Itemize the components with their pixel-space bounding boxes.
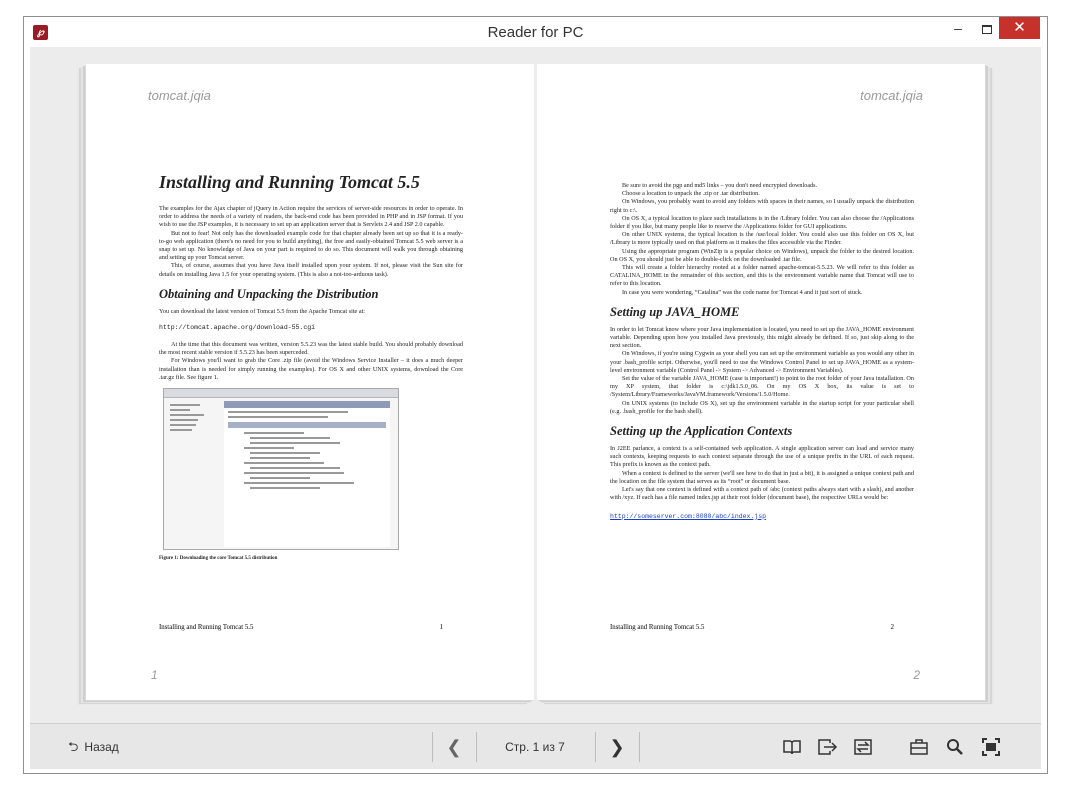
chevron-left-icon: ❮	[446, 737, 462, 757]
toolbox-icon[interactable]	[908, 736, 930, 758]
paragraph: Using the appropriate program (WinZip is a popular choice on Windows), unpack the folder to the desired location. On OS X, you should just be able to double-click on the downloaded .tar file.	[610, 247, 914, 263]
document-content	[159, 172, 463, 561]
figure-browser-bar	[164, 389, 398, 398]
paragraph: This, of course, assumes that you have Java itself installed upon your system. If not, please visit the Sun site for details on installing Java 1.5 for your operating system. (This is also a not-too-arduous task).	[159, 262, 463, 278]
paragraph: In order to let Tomcat know where your Java implementation is located, you need to set up the JAVA_HOME environment variable. Depending upon how you installed Java previously, this might already be defined. If so, just skip along to the next section.	[610, 325, 914, 350]
code-url: http://tomcat.apache.org/download-55.cgi	[159, 324, 316, 332]
minimize-button[interactable]: –	[954, 20, 962, 36]
chevron-right-icon: ❯	[609, 737, 625, 757]
paragraph: For Windows you'll want to grab the Core .zip file (avoid the Windows Service Installer – it does a much deeper installation than is needed for simply running the examples). For OS X and other UNIX systems, download the Core .tar.gz file. See figure 1.	[159, 357, 463, 381]
figure-screenshot	[163, 388, 399, 550]
convert-icon[interactable]	[852, 736, 874, 758]
paragraph: Let's say that one context is defined with a context path of /abc (context paths always start with a slash), and another with /xyz. If each has a file named index.jsp at their root folder (document base), the respective URLs would be:	[610, 486, 914, 502]
section-heading: Setting up JAVA_HOME	[610, 304, 740, 319]
paragraph: Set the value of the variable JAVA_HOME (case is important!) to point to the root folder of your Java installation. On my XP system, that folder is c:\jdk1.5.0_06. On my OS X box, its value is set to /System/Library/Frameworks/JavaVM.framework/Versions/1.5.0/Home.	[610, 375, 914, 399]
window-title: Reader for PC	[487, 24, 584, 41]
paragraph: The examples for the Ajax chapter of jQuery in Action require the services of server-side resources in order to operate. In order to address the needs of a variety of readers, the back-end code has been provided in PHP and in JSP format. If you wish to use the JSP examples, it is necessary to set up an application server that is Servlets 2.4 and JSP 2.0 capable.	[159, 205, 463, 229]
section-heading: Setting up the Application Contexts	[610, 424, 793, 439]
paragraph: At the time that this document was written, version 5.5.23 was the latest stable build. You should probably download the most recent stable version if 5.5.23 has been superceded.	[159, 341, 463, 357]
next-page-button[interactable]	[603, 724, 631, 770]
page-footer	[610, 624, 914, 631]
paragraph: On UNIX systems (to include OS X), set up the environment variable in the startup script for your particular shell (e.g. .bash_profile for the bash shell).	[610, 399, 914, 415]
paragraph: In J2EE parlance, a context is a self-contained web application. A single application server can load and service many such contexts, keeping requests to each context separate through the use of a unique prefix in the URL of each request. This prefix is known as the context path.	[610, 445, 914, 469]
page-footer	[159, 624, 463, 631]
page-indicator: Стр. 1 из 7	[505, 740, 565, 754]
document-link[interactable]: http://someserver.com:8080/abc/index.jsp	[610, 512, 767, 520]
page-number: 1	[151, 668, 158, 682]
fullscreen-icon[interactable]	[980, 736, 1002, 758]
figure-caption: Figure 1: Downloading the core Tomcat 5.5 distribution	[159, 556, 278, 562]
paragraph: You can download the latest version of Tomcat 5.5 from the Apache Tomcat site at:	[159, 307, 366, 315]
footer-page-number: 1	[439, 624, 443, 631]
maximize-icon	[982, 25, 992, 34]
app-logo-icon: ℘	[33, 25, 48, 40]
paragraph: On other UNIX systems, the typical location is the /usr/local folder. You could also use this folder on OS X, but /Library is more typically used on that platform as it makes the files accessible via the Finder.	[610, 231, 914, 247]
figure-sidebar	[166, 401, 222, 547]
divider	[639, 732, 640, 762]
prev-page-button[interactable]	[440, 724, 468, 770]
close-button[interactable]: ✕	[999, 17, 1040, 39]
divider	[476, 732, 477, 762]
paragraph: In case you were wondering, “Catalina” was the code name for Tomcat 4 and it just sort of stuck.	[622, 288, 863, 296]
paragraph: On Windows, you probably want to avoid any folders with spaces in their names, so I usually unpack the distribution right to c:\.	[610, 198, 914, 214]
book-icon[interactable]	[781, 736, 803, 758]
back-label: Назад	[84, 740, 119, 754]
divider	[432, 732, 433, 762]
title-bar	[24, 17, 1047, 47]
paragraph: Be sure to avoid the pgp and md5 links – you don't need encrypted downloads.	[622, 182, 818, 189]
document-title: Installing and Running Tomcat 5.5	[159, 172, 420, 192]
paragraph: This will create a folder hierarchy rooted at a folder named apache-tomcat-5.5.23. We will refer to this folder as CATALINA_HOME in the remainder of this section, and this is the environment variable name that Tomcat will use to refer to this location.	[610, 264, 914, 288]
page-header: tomcat.jqia	[860, 88, 923, 103]
page-header: tomcat.jqia	[148, 88, 211, 103]
footer-title: Installing and Running Tomcat 5.5	[159, 624, 254, 631]
app-window	[23, 16, 1048, 774]
figure-main	[224, 401, 390, 547]
export-icon[interactable]	[816, 736, 838, 758]
left-page[interactable]	[86, 64, 534, 700]
paragraph: But not to fear! Not only has the downloaded example code for that chapter already been set up so that it is a ready-to-go web application (there's no need for you to build anything), the free and easily-obtained Tomcat 5.5 web server is a snap to set up. No knowledge of Java on your part is required to do so. This document will walk you through obtaining and setting up your Tomcat server.	[159, 229, 463, 262]
back-button[interactable]	[68, 724, 148, 770]
page-number: 2	[913, 668, 920, 682]
section-heading: Obtaining and Unpacking the Distribution	[159, 286, 379, 301]
bottom-toolbar	[30, 723, 1041, 769]
right-page[interactable]	[537, 64, 985, 700]
footer-title: Installing and Running Tomcat 5.5	[610, 624, 705, 631]
back-arrow-icon: ⮌	[68, 739, 79, 754]
paragraph: Choose a location to unpack the .zip or .tar distribution.	[622, 190, 760, 198]
paragraph: When a context is defined to the server (we'll see how to do that in just a bit), it is assigned a unique context path and the location on the file system that serves as its “root” or document base.	[610, 469, 914, 485]
divider	[595, 732, 596, 762]
paragraph: On OS X, a typical location to place such installations is in the /Library folder. You can also choose the /Applications folder if you like, but many people like to reserve the /Applications folder for GUI applications.	[610, 214, 914, 231]
footer-page-number: 2	[890, 624, 894, 631]
search-icon[interactable]	[944, 736, 966, 758]
book-viewer	[30, 47, 1041, 723]
document-content	[610, 182, 914, 530]
maximize-button[interactable]	[977, 17, 997, 39]
paragraph: On Windows, if you're using Cygwin as your shell you can set up the environment variable as you would any other in your .bash_profile script. Otherwise, you'll need to use the Windows Control Panel to set up JAVA_HOME as a system-level environment variable (Control Panel -> System -> Advanced -> Environment Variables).	[610, 350, 914, 374]
